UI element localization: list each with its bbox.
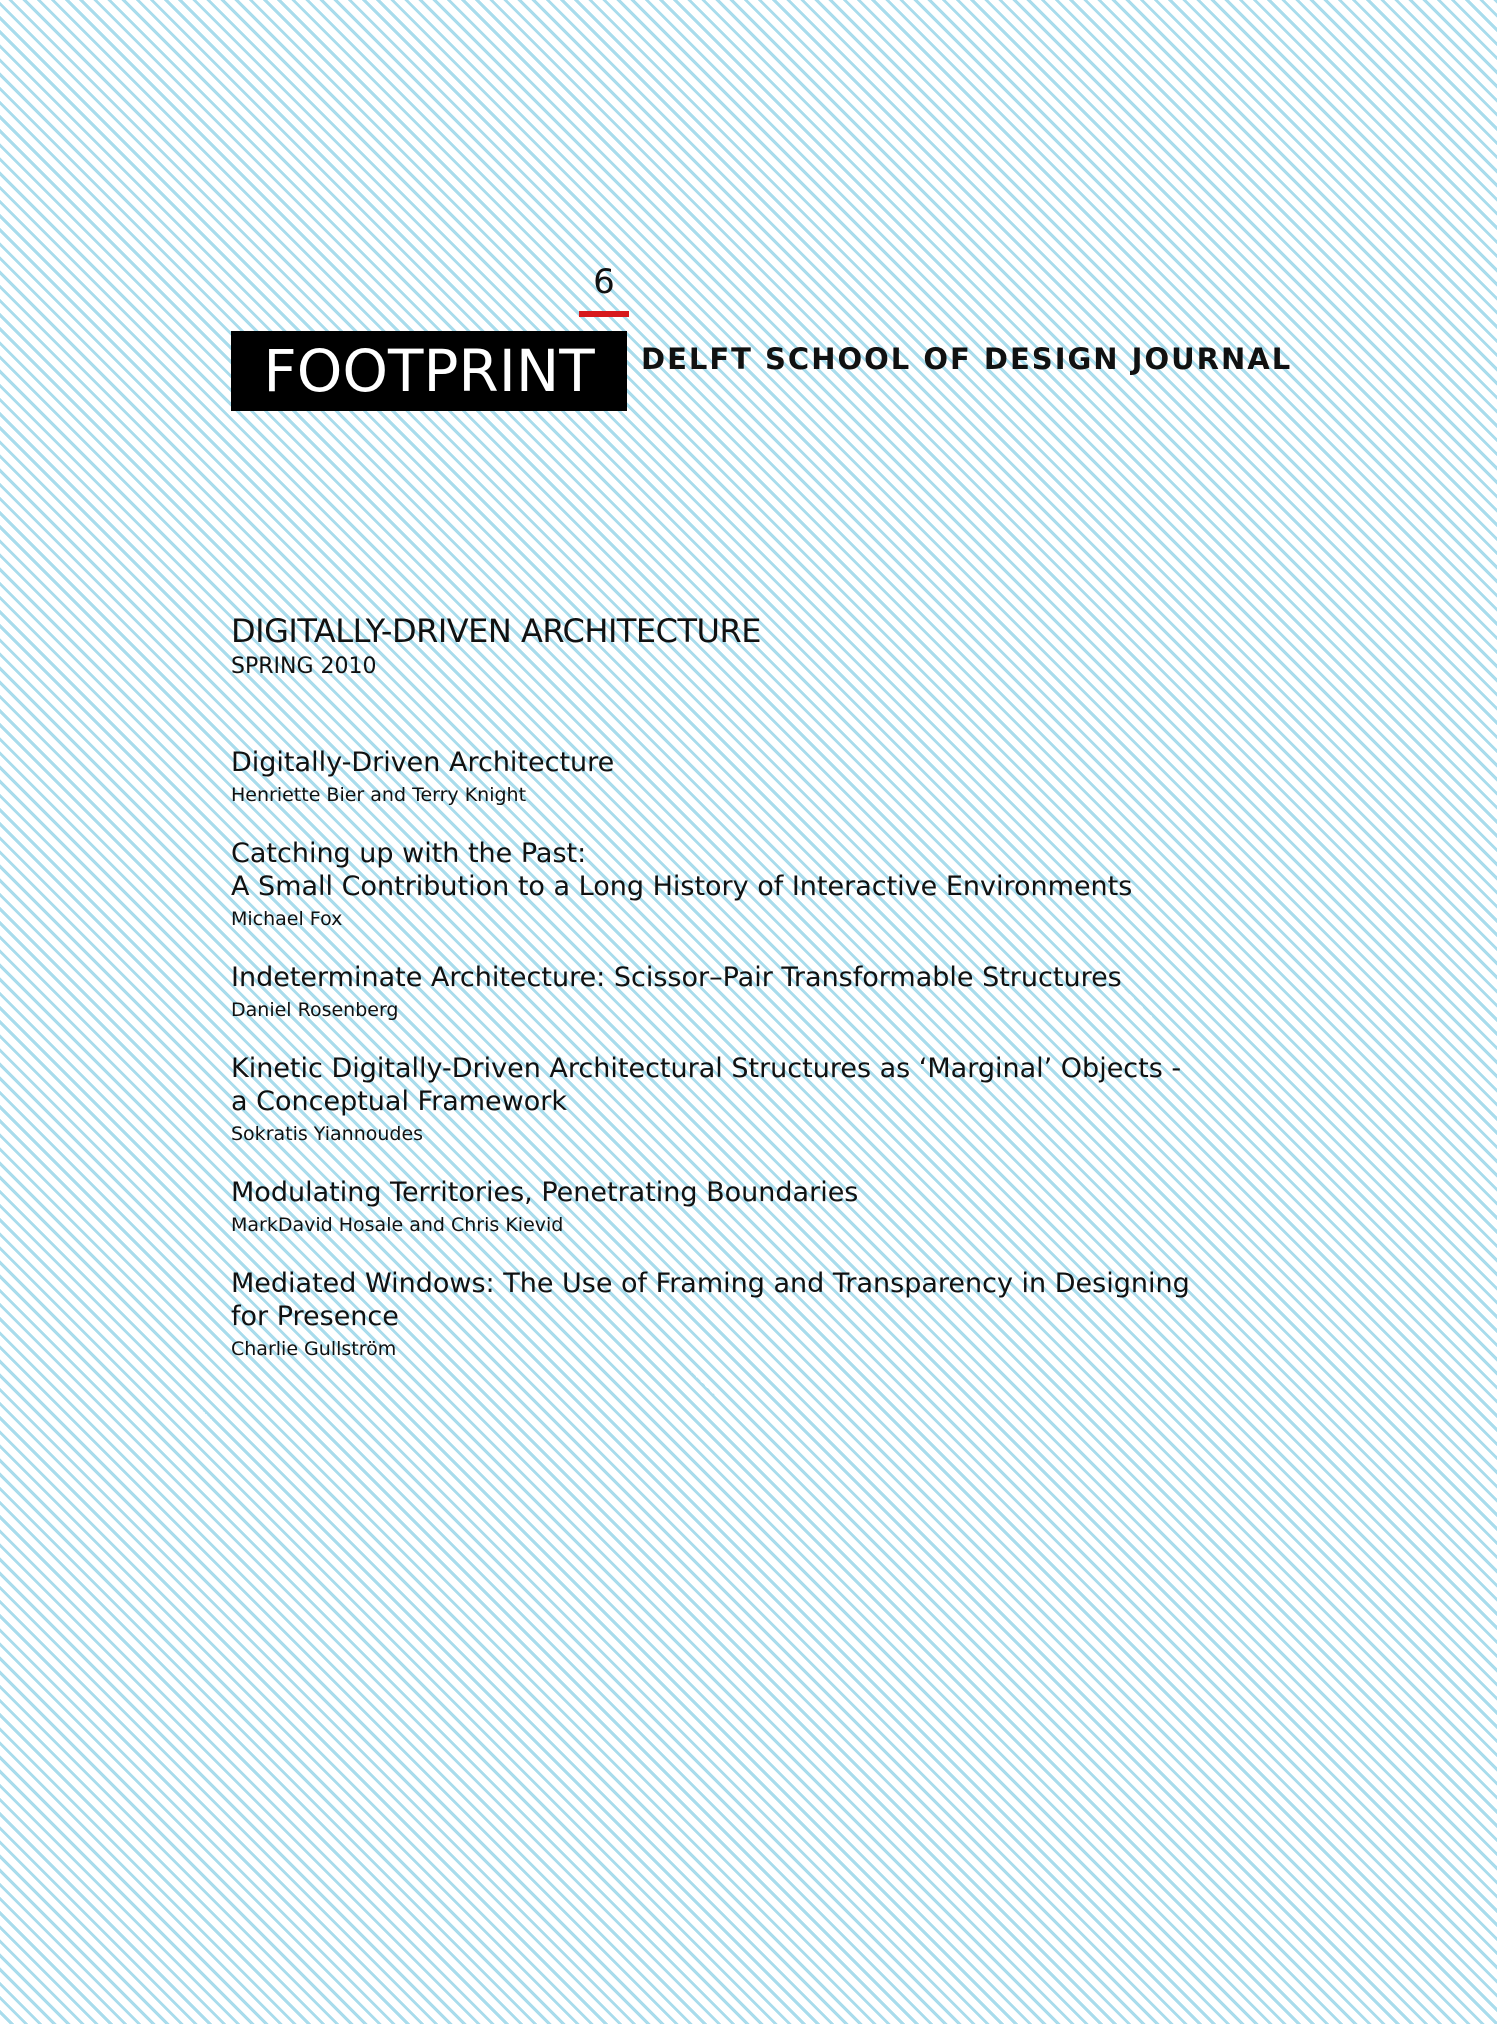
article-authors: Henriette Bier and Terry Knight bbox=[231, 784, 527, 806]
table-of-contents bbox=[231, 746, 1411, 1391]
article-title bbox=[231, 837, 1411, 903]
article-title bbox=[231, 1267, 1411, 1333]
toc-entry[interactable] bbox=[231, 961, 1411, 1024]
issue-title: DIGITALLY-DRIVEN ARCHITECTURE bbox=[231, 612, 761, 650]
article-authors: Daniel Rosenberg bbox=[231, 999, 399, 1021]
article-title-line: Modulating Territories, Penetrating Boundaries bbox=[231, 1177, 859, 1208]
issue-season: SPRING 2010 bbox=[231, 654, 377, 679]
article-title-line: for Presence bbox=[231, 1301, 399, 1332]
footprint-logo: FOOTPRINT bbox=[231, 331, 627, 411]
issue-number: 6 bbox=[593, 262, 615, 302]
journal-name: DELFT SCHOOL OF DESIGN JOURNAL bbox=[641, 342, 1293, 376]
article-title bbox=[231, 746, 1411, 779]
article-authors: Charlie Gullström bbox=[231, 1338, 397, 1360]
article-title-line: A Small Contribution to a Long History of Interactive Environments bbox=[231, 871, 1133, 902]
article-title-line: a Conceptual Framework bbox=[231, 1086, 567, 1117]
article-authors: Sokratis Yiannoudes bbox=[231, 1123, 424, 1145]
issue-number-underline bbox=[579, 311, 629, 317]
article-title bbox=[231, 961, 1411, 994]
toc-entry[interactable] bbox=[231, 1176, 1411, 1239]
article-title bbox=[231, 1176, 1411, 1209]
issue-heading bbox=[231, 612, 761, 682]
article-title bbox=[231, 1052, 1411, 1118]
article-title-line: Indeterminate Architecture: Scissor–Pair Transformable Structures bbox=[231, 962, 1122, 993]
toc-entry[interactable] bbox=[231, 837, 1411, 933]
article-title-line: Kinetic Digitally-Driven Architectural Structures as ‘Marginal’ Objects - bbox=[231, 1053, 1182, 1084]
article-authors: Michael Fox bbox=[231, 908, 343, 930]
article-authors: MarkDavid Hosale and Chris Kievid bbox=[231, 1214, 564, 1236]
toc-entry[interactable] bbox=[231, 1267, 1411, 1363]
article-title-line: Mediated Windows: The Use of Framing and Transparency in Designing bbox=[231, 1268, 1190, 1299]
article-title-line: Digitally-Driven Architecture bbox=[231, 747, 615, 778]
toc-entry[interactable] bbox=[231, 746, 1411, 809]
article-title-line: Catching up with the Past: bbox=[231, 838, 587, 869]
toc-entry[interactable] bbox=[231, 1052, 1411, 1148]
